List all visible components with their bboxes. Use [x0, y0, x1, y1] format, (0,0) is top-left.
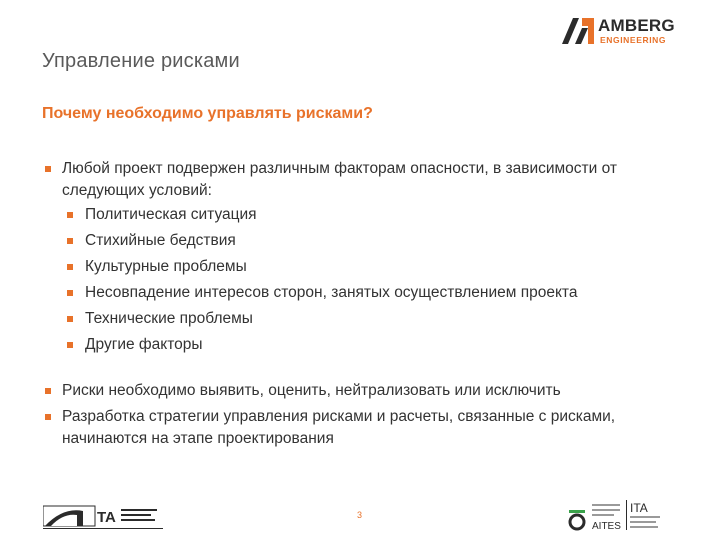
ita-aites-logo	[568, 498, 680, 532]
bullet-text: Разработка стратегии управления рисками и расчеты, связанные с рисками, начинаются на этапе проектирования	[62, 408, 616, 447]
sub-bullet-text: Культурные проблемы	[85, 258, 247, 275]
sub-bullet-factor	[42, 228, 682, 254]
sub-bullet-text: Технические проблемы	[85, 310, 253, 327]
bullet-square-icon	[67, 264, 73, 270]
bullet-square-icon	[67, 316, 73, 322]
sub-bullet-factor	[42, 306, 682, 332]
sub-bullet-text: Стихийные бедствия	[85, 232, 236, 249]
sub-bullet-factor	[42, 332, 682, 358]
bullet-square-icon	[45, 414, 51, 420]
bullet-text: Любой проект подвержен различным факторам опасности, в зависимости от следующих условий:	[62, 160, 617, 199]
sub-bullet-text: Другие факторы	[85, 336, 203, 353]
logo-word-amberg: AMBERG	[598, 16, 675, 35]
bullet-square-icon	[45, 388, 51, 394]
sub-bullet-factor	[42, 202, 682, 228]
sub-bullet-text: Политическая ситуация	[85, 206, 257, 223]
bullet-point-2	[42, 380, 682, 402]
footer-right-logo-ita: ITA	[630, 501, 648, 515]
page-number: 3	[357, 510, 363, 520]
bullet-square-icon	[67, 238, 73, 244]
sub-bullet-factor	[42, 280, 682, 306]
bullet-square-icon	[45, 166, 51, 172]
bullet-intro	[42, 158, 682, 202]
page-subtitle: Почему необходимо управлять рисками?	[42, 105, 373, 122]
bullet-point-3	[42, 406, 682, 450]
logo-word-engineering: ENGINEERING	[600, 35, 667, 45]
footer-left-logo-text: TA	[97, 509, 116, 526]
bullet-square-icon	[67, 342, 73, 348]
footer-right-logo-aites: AITES	[592, 521, 621, 532]
amberg-logo	[562, 16, 682, 46]
tunnel-association-logo	[43, 505, 163, 529]
bullet-list	[42, 158, 682, 450]
page-title: Управление рисками	[42, 50, 240, 72]
amberg-logo-icon	[562, 18, 594, 44]
bullet-square-icon	[67, 290, 73, 296]
sub-bullet-factor	[42, 254, 682, 280]
bullet-text: Риски необходимо выявить, оценить, нейтрализовать или исключить	[62, 382, 561, 399]
bullet-square-icon	[67, 212, 73, 218]
sub-bullet-text: Несовпадение интересов сторон, занятых осуществлением проекта	[85, 284, 578, 301]
